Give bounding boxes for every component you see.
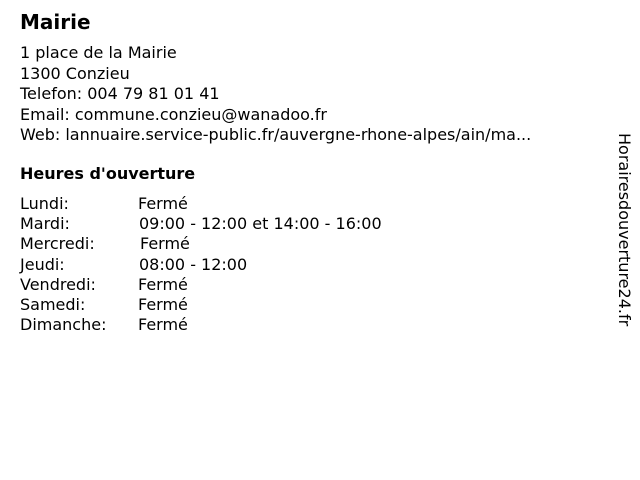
address-city: 1300 Conzieu (20, 63, 130, 83)
day-label: Samedi: (20, 294, 86, 314)
day-label: Mercredi: (20, 234, 95, 254)
hours-value: Fermé (138, 274, 188, 294)
hours-value: Fermé (138, 194, 188, 213)
address-street: 1 place de la Mairie (20, 43, 177, 62)
day-label: Dimanche: (20, 315, 107, 335)
email-address: Email: commune.conzieu@wanadoo.fr (20, 104, 327, 124)
day-label: Lundi: (20, 194, 69, 213)
hours-value: Fermé (138, 294, 188, 314)
hours-value: 09:00 - 12:00 et 14:00 - 16:00 (139, 214, 382, 234)
day-label: Vendredi: (20, 274, 96, 294)
site-watermark: Horairesdouverture24.fr (615, 133, 634, 327)
hours-value: 08:00 - 12:00 (139, 254, 248, 274)
contact-block (20, 43, 531, 146)
day-label: Jeudi: (20, 254, 65, 274)
hours-value: Fermé (138, 315, 188, 335)
website-url: Web: lannuaire.service-public.fr/auvergne-rhone-alpes/ain/ma... (20, 125, 532, 144)
day-label: Mardi: (20, 214, 70, 234)
hours-heading: Heures d'ouverture (20, 164, 196, 183)
phone-number: Telefon: 004 79 81 01 41 (20, 84, 220, 103)
page-title: Mairie (20, 10, 91, 34)
hours-value: Fermé (140, 234, 190, 254)
